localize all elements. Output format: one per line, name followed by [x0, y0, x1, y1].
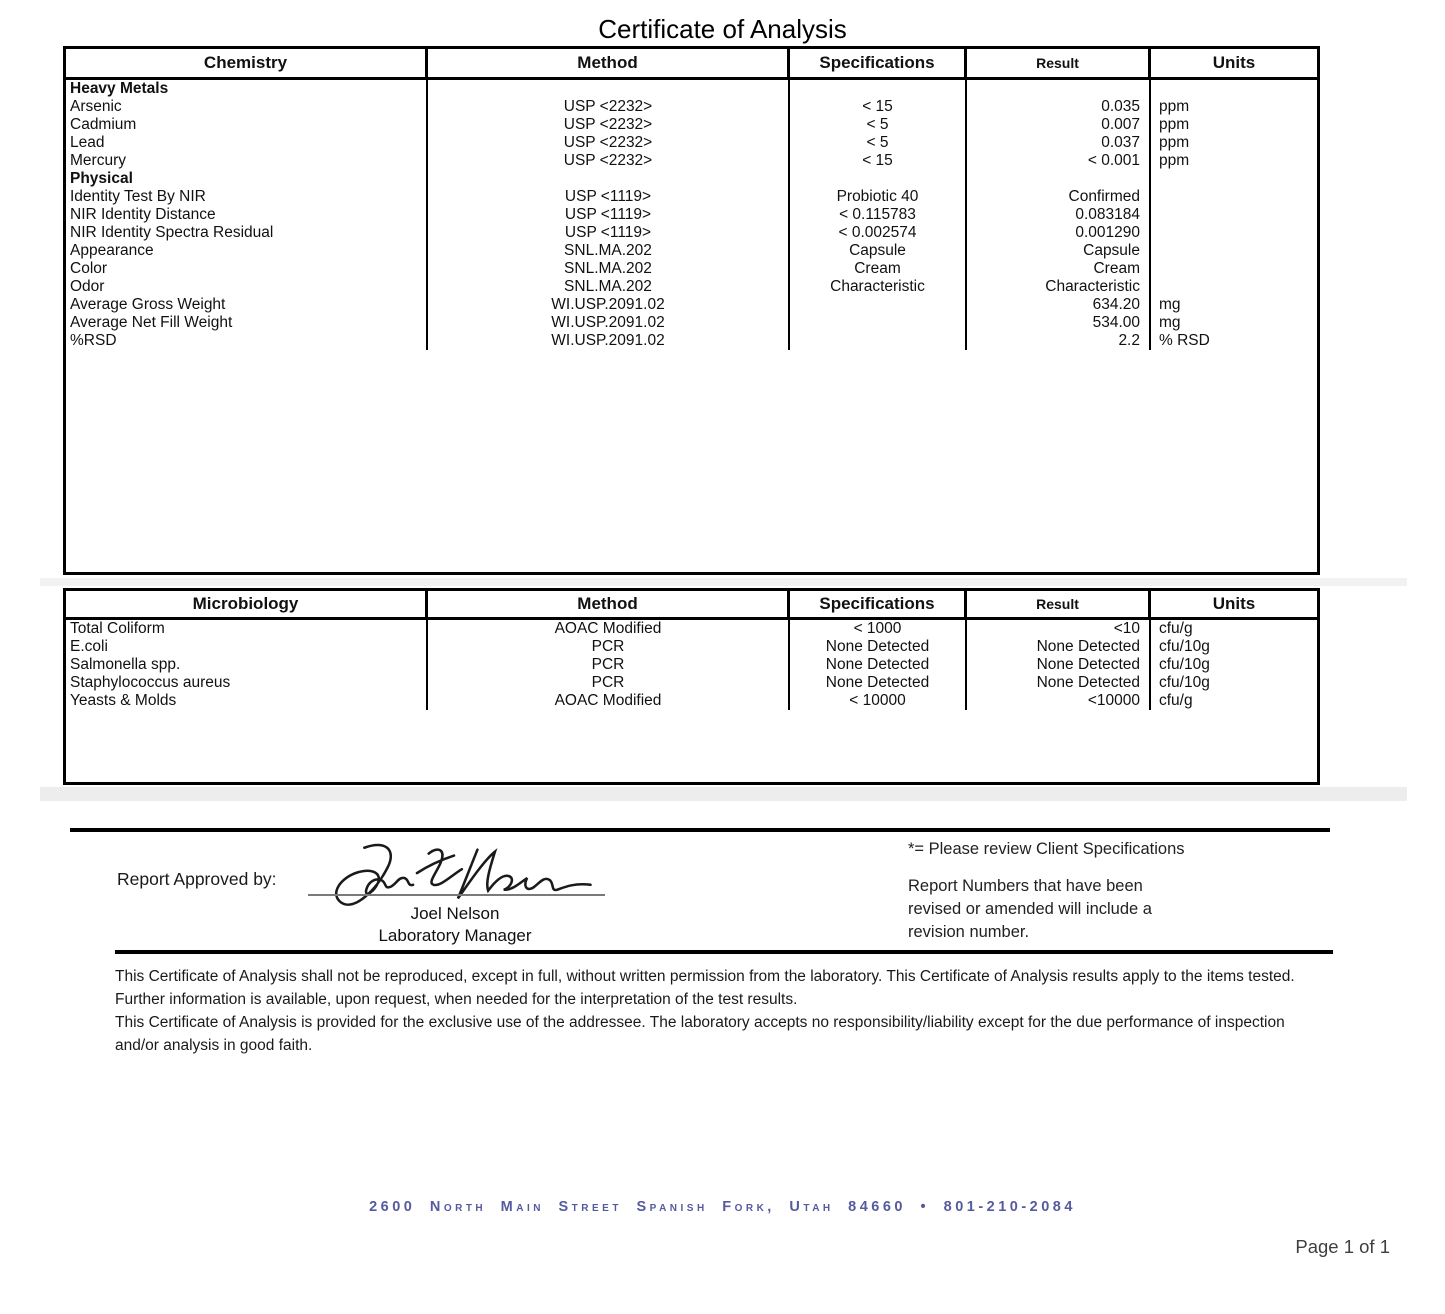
table-row — [66, 188, 1317, 206]
cell-spec — [790, 296, 967, 314]
table-row — [66, 170, 1317, 188]
table-row — [66, 224, 1317, 242]
cell-unit — [1151, 242, 1317, 260]
revision-note: Report Numbers that have been revised or amended will include a revision number. — [908, 877, 1152, 941]
cell-result: 2.2 — [967, 332, 1151, 350]
cell-result: Capsule — [967, 242, 1151, 260]
cell-result — [967, 170, 1151, 188]
approver-title: Laboratory Manager — [378, 926, 532, 945]
cell-name: Total Coliform — [66, 620, 428, 638]
cell-unit — [1151, 170, 1317, 188]
cell-unit: cfu/10g — [1159, 656, 1210, 673]
table-row — [66, 332, 1317, 350]
cell-spec: < 15 — [790, 152, 967, 170]
cell-method: SNL.MA.202 — [428, 260, 790, 278]
cell-result: Characteristic — [967, 278, 1151, 296]
cell-result: 0.037 — [967, 134, 1151, 152]
approver-name: Joel Nelson — [410, 904, 500, 923]
cell-result: None Detected — [967, 674, 1151, 692]
cell-method: WI.USP.2091.02 — [428, 314, 790, 332]
table-row — [66, 638, 1317, 656]
cell-unit — [1151, 278, 1317, 296]
signature-line — [308, 894, 605, 896]
cell-unit — [1151, 206, 1317, 224]
cell-spec — [790, 332, 967, 350]
cell-method: PCR — [428, 638, 790, 656]
table-row — [66, 116, 1317, 134]
cell-unit: ppm — [1159, 98, 1190, 115]
cell-method: USP <2232> — [428, 152, 790, 170]
cell-spec: < 5 — [790, 116, 967, 134]
cell-method: AOAC Modified — [428, 692, 790, 710]
cell-name: Mercury — [66, 152, 428, 170]
cell-name: Appearance — [66, 242, 428, 260]
table-row — [66, 620, 1317, 638]
cell-result: 0.001290 — [967, 224, 1151, 242]
cell-spec: < 1000 — [790, 620, 967, 638]
page-title: Certificate of Analysis — [598, 14, 847, 44]
cell-name: Odor — [66, 278, 428, 296]
cell-unit: ppm — [1159, 134, 1190, 151]
cell-result: Cream — [967, 260, 1151, 278]
cell-name: Identity Test By NIR — [66, 188, 428, 206]
cell-spec — [790, 170, 967, 188]
cell-name: %RSD — [66, 332, 428, 350]
cell-unit: cfu/g — [1159, 620, 1193, 637]
cell-name: Physical — [66, 170, 428, 188]
table-row — [66, 152, 1317, 170]
cell-name: E.coli — [66, 638, 428, 656]
cell-name: NIR Identity Spectra Residual — [66, 224, 428, 242]
cell-spec: None Detected — [790, 638, 967, 656]
cell-method: PCR — [428, 674, 790, 692]
cell-unit: % RSD — [1159, 332, 1210, 349]
table-row — [66, 656, 1317, 674]
scan-artifact-band — [40, 578, 1407, 586]
cell-spec: < 15 — [790, 98, 967, 116]
cell-unit: cfu/10g — [1159, 674, 1210, 691]
cell-result: Confirmed — [967, 188, 1151, 206]
header-units: Units — [1212, 594, 1256, 613]
table-row — [66, 296, 1317, 314]
table-row — [66, 134, 1317, 152]
cell-result: None Detected — [967, 638, 1151, 656]
cell-unit: cfu/10g — [1159, 638, 1210, 655]
cell-unit — [1151, 188, 1317, 206]
client-specifications-note: *= Please review Client Specifications — [908, 840, 1185, 858]
cell-name: Heavy Metals — [66, 80, 428, 98]
table-row — [66, 674, 1317, 692]
cell-spec — [790, 314, 967, 332]
report-approved-by-label: Report Approved by: — [117, 869, 277, 889]
cell-method: USP <1119> — [428, 188, 790, 206]
cell-method: WI.USP.2091.02 — [428, 332, 790, 350]
cell-name: Salmonella spp. — [66, 656, 428, 674]
disclaimer-paragraph-1: This Certificate of Analysis shall not be reproduced, except in full, without written permission from the laboratory. This Certificate of Analysis results apply to the items tested. Further information is available, upon request, when needed for the interpretation of the test results. — [115, 968, 1295, 1008]
cell-result: None Detected — [967, 656, 1151, 674]
header-units: Units — [1212, 53, 1256, 72]
cell-method: USP <2232> — [428, 134, 790, 152]
cell-spec: < 5 — [790, 134, 967, 152]
cell-result: 0.007 — [967, 116, 1151, 134]
cell-name: Lead — [66, 134, 428, 152]
table-row — [66, 278, 1317, 296]
cell-method — [428, 80, 790, 98]
scan-artifact-band — [40, 787, 1407, 801]
cell-name: NIR Identity Distance — [66, 206, 428, 224]
page-number: Page 1 of 1 — [1295, 1236, 1390, 1257]
table-row — [66, 98, 1317, 116]
cell-unit: ppm — [1159, 116, 1190, 133]
cell-method: AOAC Modified — [428, 620, 790, 638]
header-chemistry: Chemistry — [66, 49, 428, 77]
cell-method: WI.USP.2091.02 — [428, 296, 790, 314]
header-result: Result — [967, 591, 1151, 617]
cell-unit: mg — [1159, 314, 1181, 331]
chemistry-table-body — [66, 80, 1317, 350]
cell-unit — [1151, 224, 1317, 242]
cell-spec: Cream — [790, 260, 967, 278]
chemistry-results-table — [63, 46, 1320, 575]
cell-result: 634.20 — [967, 296, 1151, 314]
cell-method: USP <2232> — [428, 116, 790, 134]
cell-name: Yeasts & Molds — [66, 692, 428, 710]
header-result: Result — [967, 49, 1151, 77]
cell-result: <10000 — [967, 692, 1151, 710]
cell-method: PCR — [428, 656, 790, 674]
cell-method — [428, 170, 790, 188]
header-specifications: Specifications — [790, 49, 967, 77]
cell-spec: None Detected — [790, 656, 967, 674]
cell-name: Average Gross Weight — [66, 296, 428, 314]
table-header-row — [66, 591, 1317, 620]
table-row — [66, 242, 1317, 260]
cell-name: Staphylococcus aureus — [66, 674, 428, 692]
cell-method: USP <1119> — [428, 224, 790, 242]
cell-spec: Probiotic 40 — [790, 188, 967, 206]
cell-method: SNL.MA.202 — [428, 278, 790, 296]
cell-unit — [1151, 80, 1317, 98]
header-microbiology: Microbiology — [66, 591, 428, 617]
cell-spec: < 0.002574 — [790, 224, 967, 242]
header-method: Method — [428, 591, 790, 617]
table-row — [66, 80, 1317, 98]
cell-unit — [1151, 260, 1317, 278]
cell-spec: Capsule — [790, 242, 967, 260]
cell-name: Average Net Fill Weight — [66, 314, 428, 332]
cell-spec: < 0.115783 — [790, 206, 967, 224]
cell-name: Cadmium — [66, 116, 428, 134]
cell-spec: Characteristic — [790, 278, 967, 296]
cell-result — [967, 80, 1151, 98]
table-row — [66, 314, 1317, 332]
header-specifications: Specifications — [790, 591, 967, 617]
disclaimer-text — [115, 965, 1307, 1057]
cell-result: 534.00 — [967, 314, 1151, 332]
cell-name: Color — [66, 260, 428, 278]
cell-spec: < 10000 — [790, 692, 967, 710]
cell-result: 0.083184 — [967, 206, 1151, 224]
laboratory-address: 2600 North Main Street Spanish Fork, Utah 84660 • 801-210-2084 — [369, 1199, 1076, 1215]
horizontal-rule — [115, 950, 1333, 954]
cell-method: USP <1119> — [428, 206, 790, 224]
horizontal-rule — [70, 828, 1330, 832]
cell-method: USP <2232> — [428, 98, 790, 116]
microbiology-table-body — [66, 620, 1317, 710]
cell-result: < 0.001 — [967, 152, 1151, 170]
cell-unit: ppm — [1159, 152, 1190, 169]
cell-unit: cfu/g — [1159, 692, 1193, 709]
cell-method: SNL.MA.202 — [428, 242, 790, 260]
cell-unit: mg — [1159, 296, 1181, 313]
table-header-row — [66, 49, 1317, 80]
header-method: Method — [428, 49, 790, 77]
table-row — [66, 260, 1317, 278]
cell-spec: None Detected — [790, 674, 967, 692]
microbiology-results-table — [63, 588, 1320, 785]
cell-spec — [790, 80, 967, 98]
table-row — [66, 692, 1317, 710]
cell-result: <10 — [967, 620, 1151, 638]
cell-result: 0.035 — [967, 98, 1151, 116]
table-row — [66, 206, 1317, 224]
disclaimer-paragraph-2: This Certificate of Analysis is provided for the exclusive use of the addressee. The laboratory accepts no responsibility/liability except for the due performance of inspection and/or analysis in good faith. — [115, 1014, 1285, 1054]
cell-name: Arsenic — [66, 98, 428, 116]
